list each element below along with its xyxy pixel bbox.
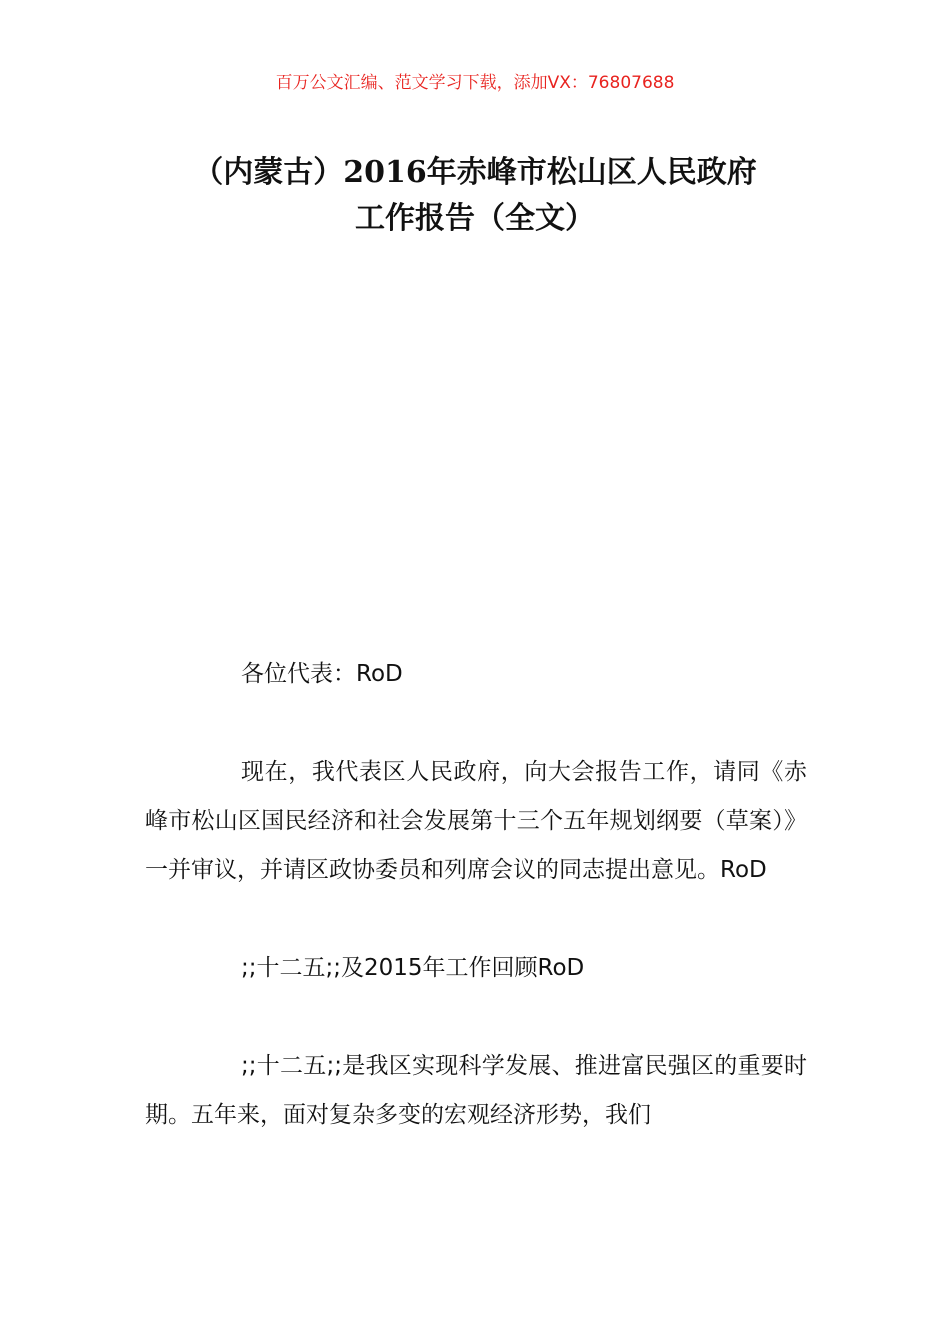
document-body <box>145 650 807 1189</box>
paragraph-intro: 现在，我代表区人民政府，向大会报告工作，请同《赤峰市松山区国民经济和社会发展第十三个五年规划纲要（草案）》一并审议，并请区政协委员和列席会议的同志提出意见。RoD <box>145 759 807 883</box>
title-line-1: （内蒙古）2016年赤峰市松山区人民政府 <box>193 155 757 190</box>
paragraph-review: ;;十二五;;是我区实现科学发展、推进富民强区的重要时期。五年来，面对复杂多变的宏观经济形势，我们 <box>145 1053 807 1128</box>
header-promo-note: 百万公文汇编、范文学习下载，添加VX：76807688 <box>275 73 675 93</box>
paragraph-salutation: 各位代表：RoD <box>241 661 403 687</box>
title-line-2: 工作报告（全文） <box>355 201 595 236</box>
paragraph-section-heading: ;;十二五;;及2015年工作回顾RoD <box>241 955 585 981</box>
document-title <box>145 150 805 242</box>
